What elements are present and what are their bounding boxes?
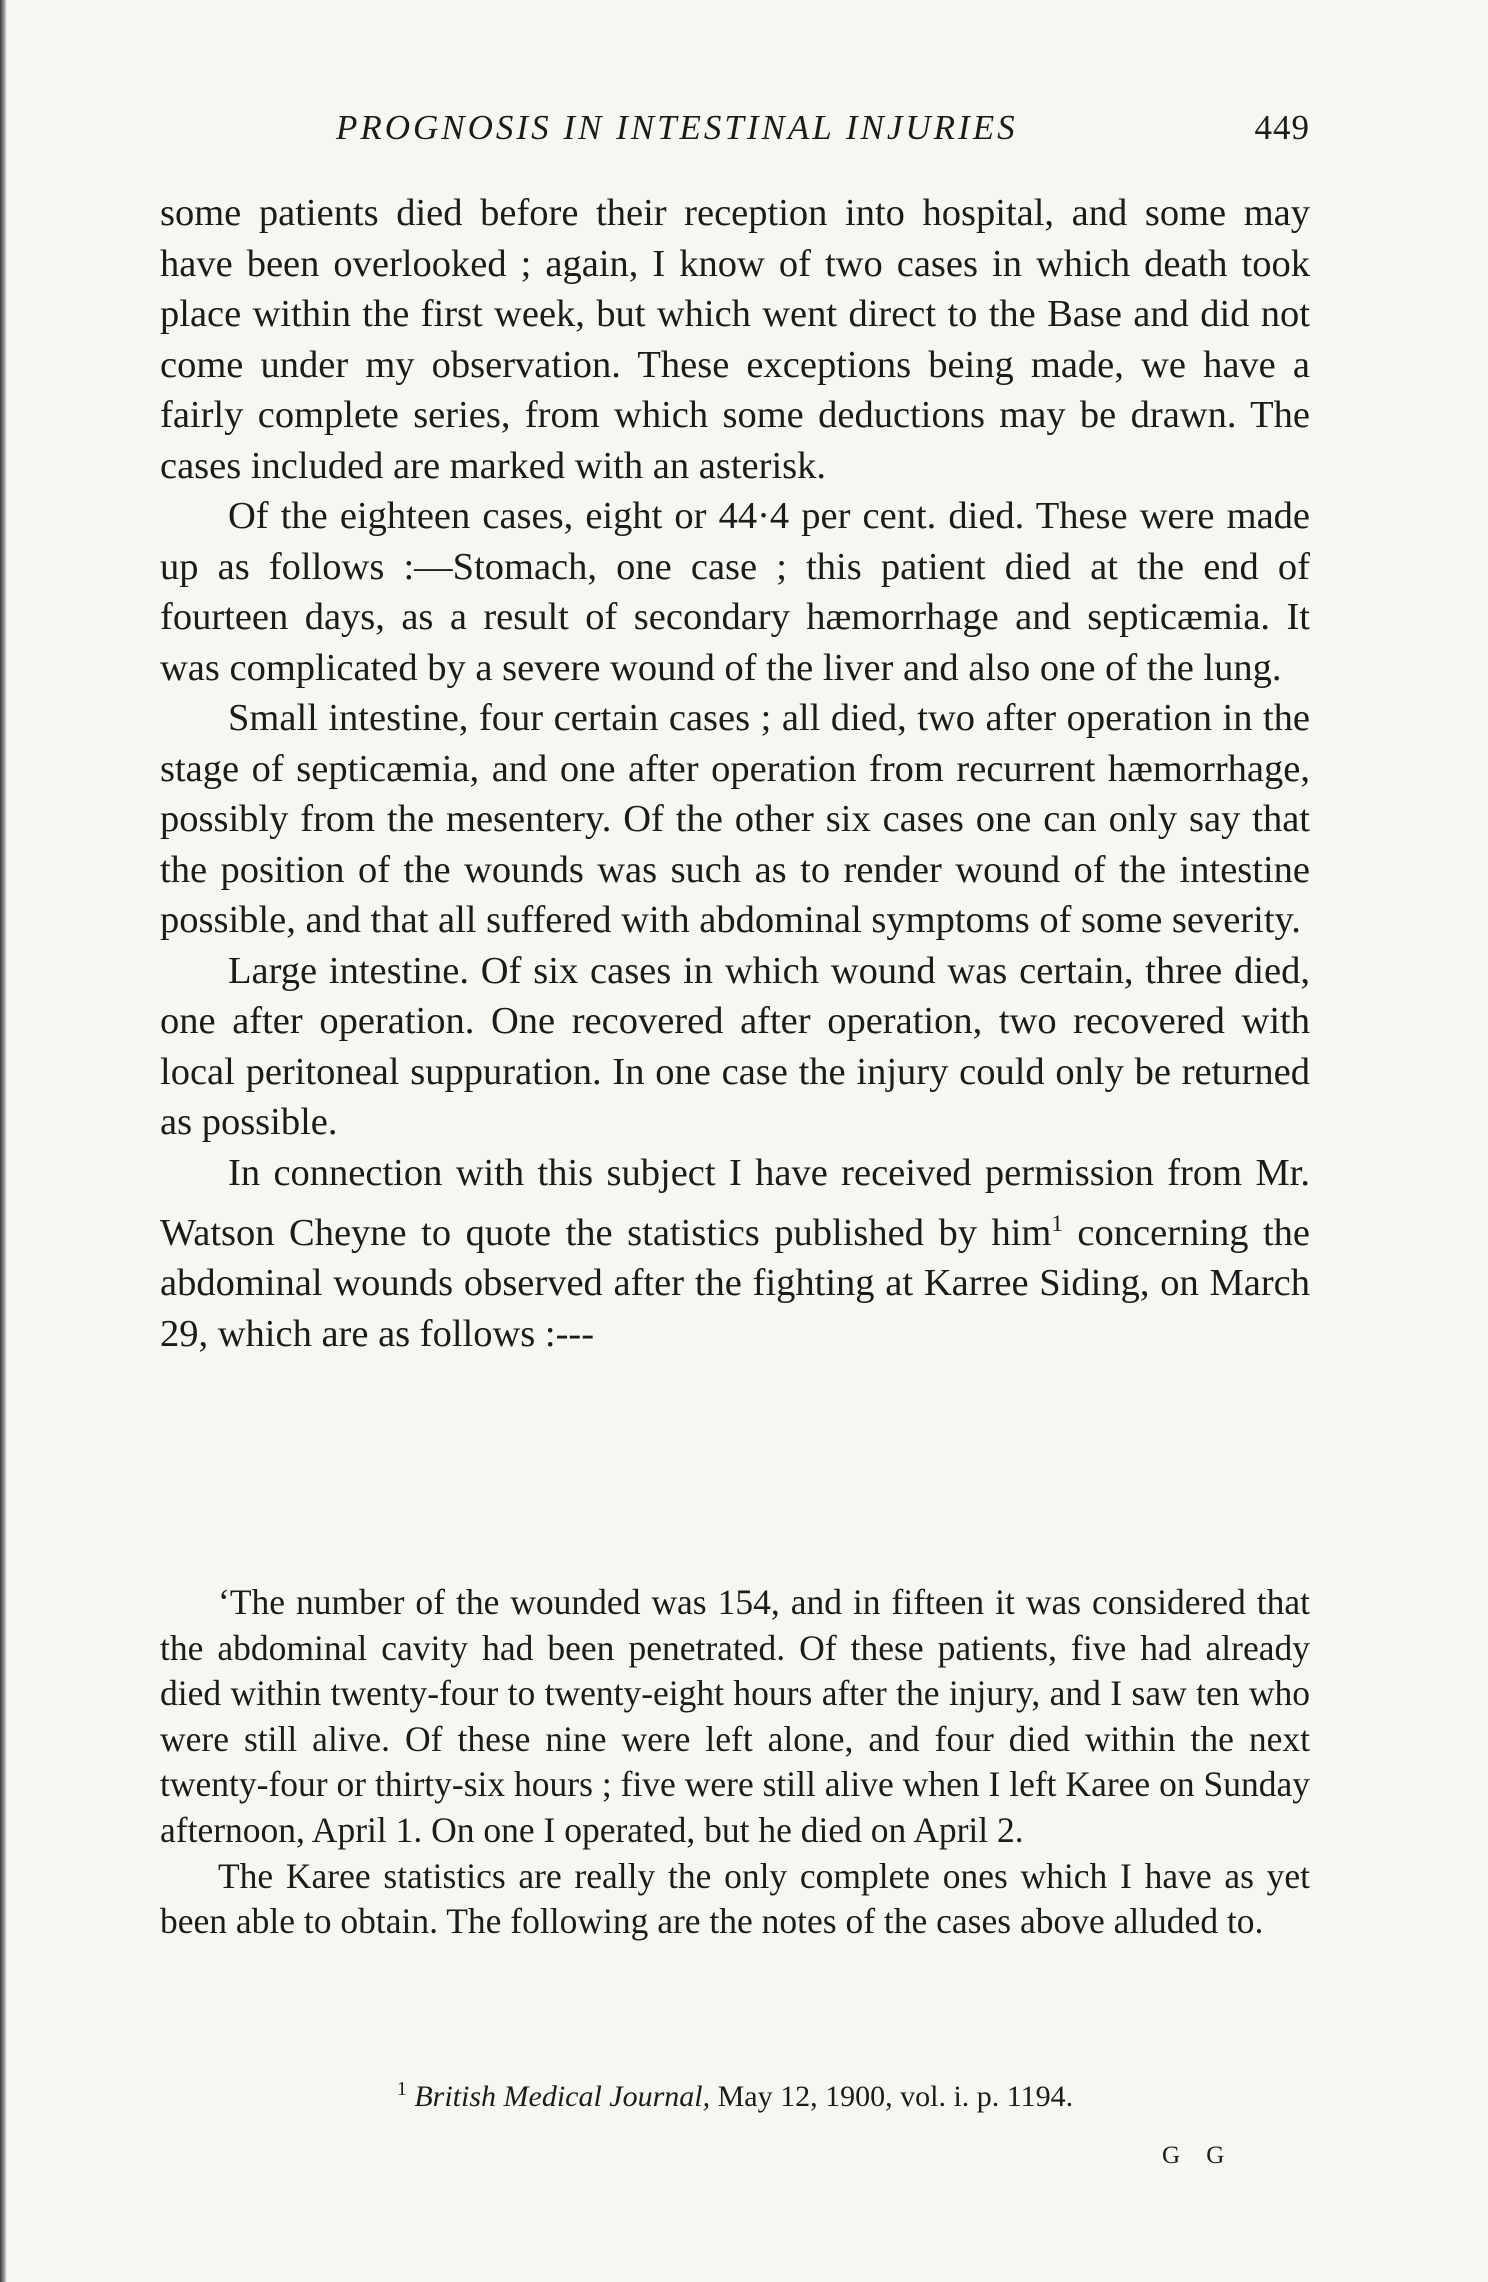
printer-signature-mark: G G bbox=[1162, 2142, 1235, 2169]
footnote-journal: British Medical Journal, bbox=[414, 2080, 711, 2113]
paragraph-text-after-note: concerning the abdominal wounds observed after the fighting at Karree Siding, on March 29, which are as follows :--- bbox=[160, 1211, 1310, 1355]
paragraph-large-intestine: Large intestine. Of six cases in which wound was certain, three died, one after operation. One recovered after operation, two recovered with local peritoneal suppuration. In one case the injury could only be returned as possible. bbox=[160, 949, 1310, 1143]
paragraph-continuation: some patients died before their reception into hospital, and some may have been overlooked ; again, I know of two cases in which death took place within the first week, but which went direct to the Base and did not come under my observation. These exceptions being made, we have a fairly complete series, from which some deductions may be drawn. The cases included are marked with an asterisk. bbox=[160, 192, 1310, 487]
footnote-citation: May 12, 1900, vol. i. p. 1194. bbox=[710, 2080, 1074, 2113]
paragraph-small-intestine: Small intestine, four certain cases ; all died, two after operation in the stage of septicæmia, and one after operation from recurrent hæmorrhage, possibly from the mesentery. Of the other six cases one can only say that the position of the wounds was such as to render wound of the intestine possible, and that all suffered with abdominal symptoms of some severity. bbox=[160, 697, 1310, 941]
paragraph-karree-statistics bbox=[160, 1148, 1310, 1360]
page-number: 449 bbox=[1254, 108, 1310, 147]
running-header bbox=[160, 108, 1310, 158]
running-title: PROGNOSIS IN INTESTINAL INJURIES bbox=[336, 108, 1018, 147]
quote-paragraph: ‘The number of the wounded was 154, and in fifteen it was considered that the abdominal cavity had been penetrated. Of these patients, five had already died within twenty-four to twenty-eight hours after the injury, and I saw ten who were still alive. Of these nine were left alone, and four died within the next twenty-four or thirty-six hours ; five were still alive when I left Karee on Sunday afternoon, April 1. On one I operated, but he died on April 2. bbox=[160, 1582, 1310, 1850]
body-text bbox=[160, 188, 1310, 1359]
footnote-marker: 1 bbox=[396, 2078, 407, 2100]
quoted-block bbox=[160, 1580, 1310, 1945]
footnote-reference: 1 bbox=[1051, 1210, 1063, 1236]
paragraph-text-before-note: In connection with this subject I have received permission from Mr. Watson Cheyne to quote the statistics published by him bbox=[160, 1151, 1310, 1254]
paragraph-stomach: Of the eighteen cases, eight or 44·4 per cent. died. These were made up as follows :—Stomach, one case ; this patient died at the end of fourteen days, as a result of secondary hæmorrhage and septicæmia. It was complicated by a severe wound of the liver and also one of the lung. bbox=[160, 495, 1310, 689]
page-spine-shadow bbox=[0, 0, 7, 2282]
footnote bbox=[160, 2078, 1310, 2114]
closing-paragraph: The Karee statistics are really the only complete ones which I have as yet been able to obtain. The following are the notes of the cases above alluded to. bbox=[160, 1855, 1310, 1942]
